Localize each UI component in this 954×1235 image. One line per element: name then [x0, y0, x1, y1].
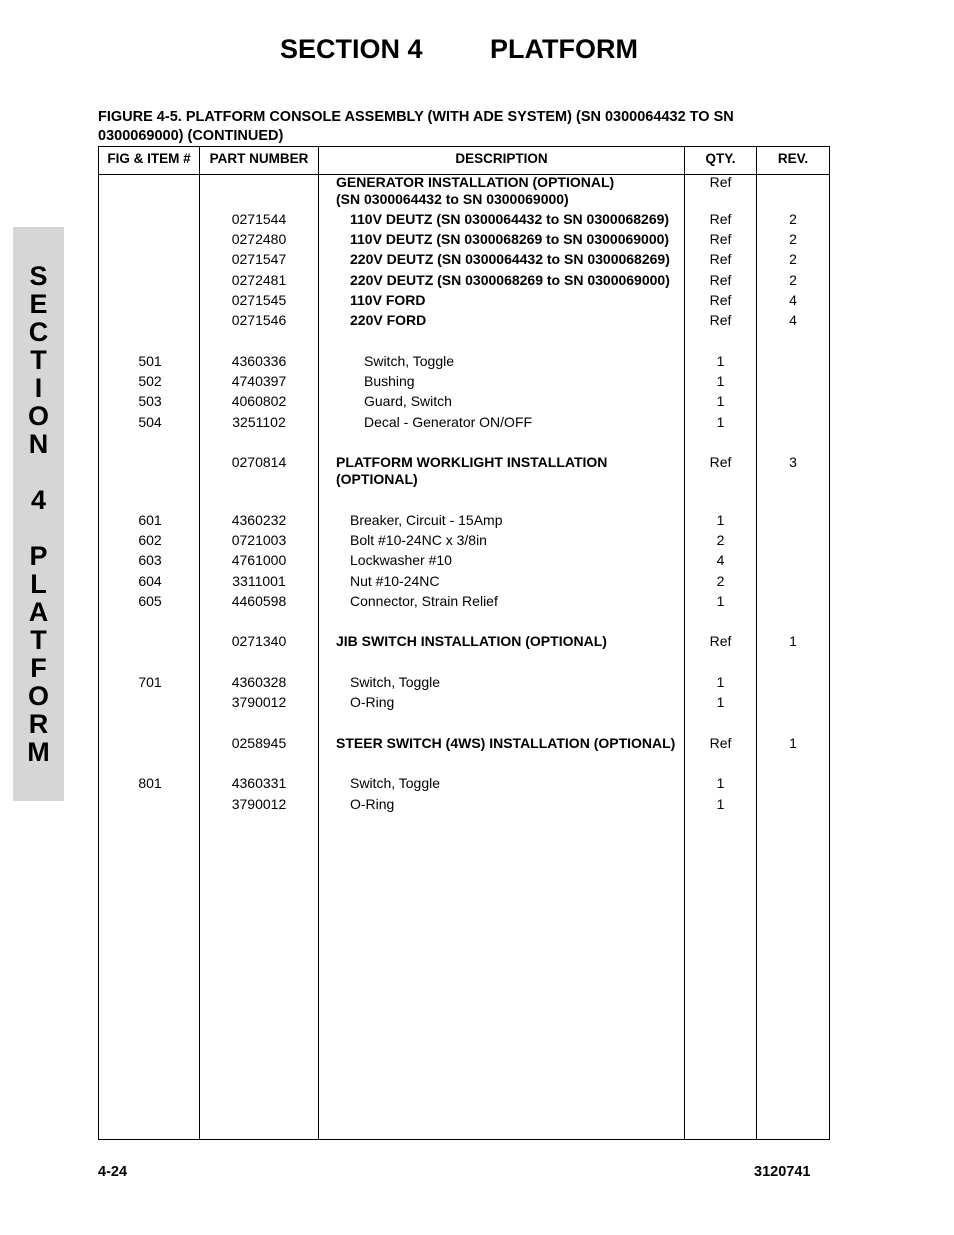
- row-description: GENERATOR INSTALLATION (OPTIONAL): [336, 174, 615, 190]
- row-qty: 1: [716, 694, 725, 710]
- side-tab-letter: S: [29, 261, 48, 291]
- row-item-number: 603: [138, 552, 162, 568]
- row-qty: Ref: [709, 211, 732, 227]
- row-description: 220V DEUTZ (SN 0300064432 to SN 0300068269): [350, 251, 670, 267]
- row-part-number: 3790012: [231, 796, 287, 812]
- row-qty: 1: [716, 414, 725, 430]
- row-rev: 1: [789, 633, 797, 649]
- row-description: 220V FORD: [350, 312, 427, 328]
- row-part-number: 0272480: [231, 231, 287, 247]
- row-qty: 1: [716, 796, 725, 812]
- row-description: 110V FORD: [350, 292, 426, 308]
- row-qty: 1: [716, 775, 725, 791]
- side-tab-letter: E: [29, 289, 48, 319]
- side-tab-letter: L: [30, 569, 47, 599]
- row-item-number: 504: [138, 414, 162, 430]
- row-item-number: 601: [138, 512, 162, 528]
- row-description: Switch, Toggle: [350, 775, 441, 791]
- column-header-part: PART NUMBER: [209, 151, 309, 166]
- row-description: Decal - Generator ON/OFF: [364, 414, 533, 430]
- row-qty: 1: [716, 593, 725, 609]
- row-description-continued: (SN 0300064432 to SN 0300069000): [336, 191, 569, 207]
- row-part-number: 4460598: [231, 593, 287, 609]
- row-description: O-Ring: [350, 694, 395, 710]
- row-item-number: 801: [138, 775, 162, 791]
- side-tab-letter: O: [27, 401, 49, 431]
- row-item-number: 605: [138, 593, 162, 609]
- row-item-number: 501: [138, 353, 162, 369]
- figure-caption-line-1: FIGURE 4-5. PLATFORM CONSOLE ASSEMBLY (WITH ADE SYSTEM) (SN 0300064432 TO SN: [98, 109, 734, 125]
- side-tab-letter: M: [27, 737, 50, 767]
- row-description: Connector, Strain Relief: [350, 593, 498, 609]
- row-part-number: 0271546: [231, 312, 287, 328]
- row-part-number: 3790012: [231, 694, 287, 710]
- row-qty: Ref: [709, 292, 732, 308]
- row-qty: Ref: [709, 454, 732, 470]
- side-tab-letter: R: [28, 709, 49, 739]
- row-item-number: 502: [138, 373, 162, 389]
- row-qty: 1: [716, 512, 725, 528]
- row-rev: 4: [789, 312, 797, 328]
- column-header-rev: REV.: [777, 151, 809, 166]
- row-description: Lockwasher #10: [350, 552, 452, 568]
- row-qty: 2: [716, 573, 725, 589]
- row-part-number: 0271545: [231, 292, 287, 308]
- row-description: STEER SWITCH (4WS) INSTALLATION (OPTIONAL): [336, 735, 676, 751]
- side-tab-letter: C: [28, 317, 49, 347]
- row-part-number: 0271340: [231, 633, 287, 649]
- row-part-number: 0258945: [231, 735, 287, 751]
- row-part-number: 0721003: [231, 532, 287, 548]
- row-rev: 1: [789, 735, 797, 751]
- row-rev: 4: [789, 292, 797, 308]
- row-item-number: 602: [138, 532, 162, 548]
- figure-caption: [98, 108, 818, 146]
- row-rev: 3: [789, 454, 797, 470]
- row-description: O-Ring: [350, 796, 395, 812]
- row-qty: Ref: [709, 251, 732, 267]
- row-item-number: 503: [138, 393, 162, 409]
- side-tab-letter: T: [30, 625, 47, 655]
- row-item-number: 701: [138, 674, 162, 690]
- row-part-number: 0270814: [231, 454, 287, 470]
- row-description: 110V DEUTZ (SN 0300068269 to SN 0300069000): [350, 231, 670, 247]
- row-description: Guard, Switch: [364, 393, 452, 409]
- row-description: Breaker, Circuit - 15Amp: [350, 512, 503, 528]
- column-divider: [318, 147, 319, 1139]
- page-number: 4-24: [98, 1164, 128, 1180]
- side-tab-letter: I: [34, 373, 43, 403]
- side-tab-letter: 4: [30, 485, 47, 515]
- page-header: [0, 30, 954, 70]
- row-description: 220V DEUTZ (SN 0300068269 to SN 0300069000): [350, 272, 670, 288]
- row-qty: Ref: [709, 633, 732, 649]
- row-description: JIB SWITCH INSTALLATION (OPTIONAL): [336, 633, 607, 649]
- row-part-number: 4360336: [231, 353, 287, 369]
- row-description: Switch, Toggle: [350, 674, 441, 690]
- column-header-item: FIG & ITEM #: [107, 151, 191, 166]
- row-part-number: 4060802: [231, 393, 287, 409]
- row-part-number: 4761000: [231, 552, 287, 568]
- row-qty: Ref: [709, 312, 732, 328]
- row-description: 110V DEUTZ (SN 0300064432 to SN 0300068269): [350, 211, 670, 227]
- figure-caption-line-2: 0300069000) (CONTINUED): [98, 128, 284, 144]
- row-qty: Ref: [709, 174, 732, 190]
- row-part-number: 0272481: [231, 272, 287, 288]
- row-item-number: 604: [138, 573, 162, 589]
- row-description: PLATFORM WORKLIGHT INSTALLATION: [336, 454, 608, 470]
- side-tab-letter: O: [27, 681, 49, 711]
- row-part-number: 4360331: [231, 775, 287, 791]
- row-rev: 2: [789, 272, 797, 288]
- row-qty: 2: [716, 532, 725, 548]
- row-part-number: 0271544: [231, 211, 287, 227]
- row-description: Bolt #10-24NC x 3/8in: [350, 532, 487, 548]
- row-part-number: 0271547: [231, 251, 287, 267]
- column-header-qty: QTY.: [705, 151, 736, 166]
- row-rev: 2: [789, 251, 797, 267]
- column-header-description: DESCRIPTION: [455, 151, 548, 166]
- row-description-continued: (OPTIONAL): [336, 471, 418, 487]
- row-qty: 1: [716, 674, 725, 690]
- row-part-number: 4360232: [231, 512, 287, 528]
- row-qty: 1: [716, 393, 725, 409]
- row-qty: Ref: [709, 272, 732, 288]
- row-qty: 1: [716, 373, 725, 389]
- side-tab-letter: F: [30, 653, 47, 683]
- row-description: Nut #10-24NC: [350, 573, 440, 589]
- row-part-number: 4360328: [231, 674, 287, 690]
- row-part-number: 4740397: [231, 373, 287, 389]
- row-rev: 2: [789, 231, 797, 247]
- side-tab-letter: P: [29, 541, 48, 571]
- row-qty: Ref: [709, 231, 732, 247]
- row-qty: Ref: [709, 735, 732, 751]
- row-part-number: 3251102: [232, 414, 286, 430]
- row-rev: 2: [789, 211, 797, 227]
- side-tab-letter: N: [28, 429, 49, 459]
- row-description: Switch, Toggle: [364, 353, 455, 369]
- section-label: SECTION 4: [280, 34, 423, 64]
- document-number: 3120741: [754, 1164, 811, 1180]
- row-qty: 1: [716, 353, 725, 369]
- section-title: PLATFORM: [490, 34, 638, 64]
- side-tab-letter: A: [28, 597, 49, 627]
- row-part-number: 3311001: [232, 573, 286, 589]
- row-qty: 4: [716, 552, 725, 568]
- side-tab-letter: T: [30, 345, 47, 375]
- section-side-tab: [13, 227, 64, 801]
- row-description: Bushing: [364, 373, 415, 389]
